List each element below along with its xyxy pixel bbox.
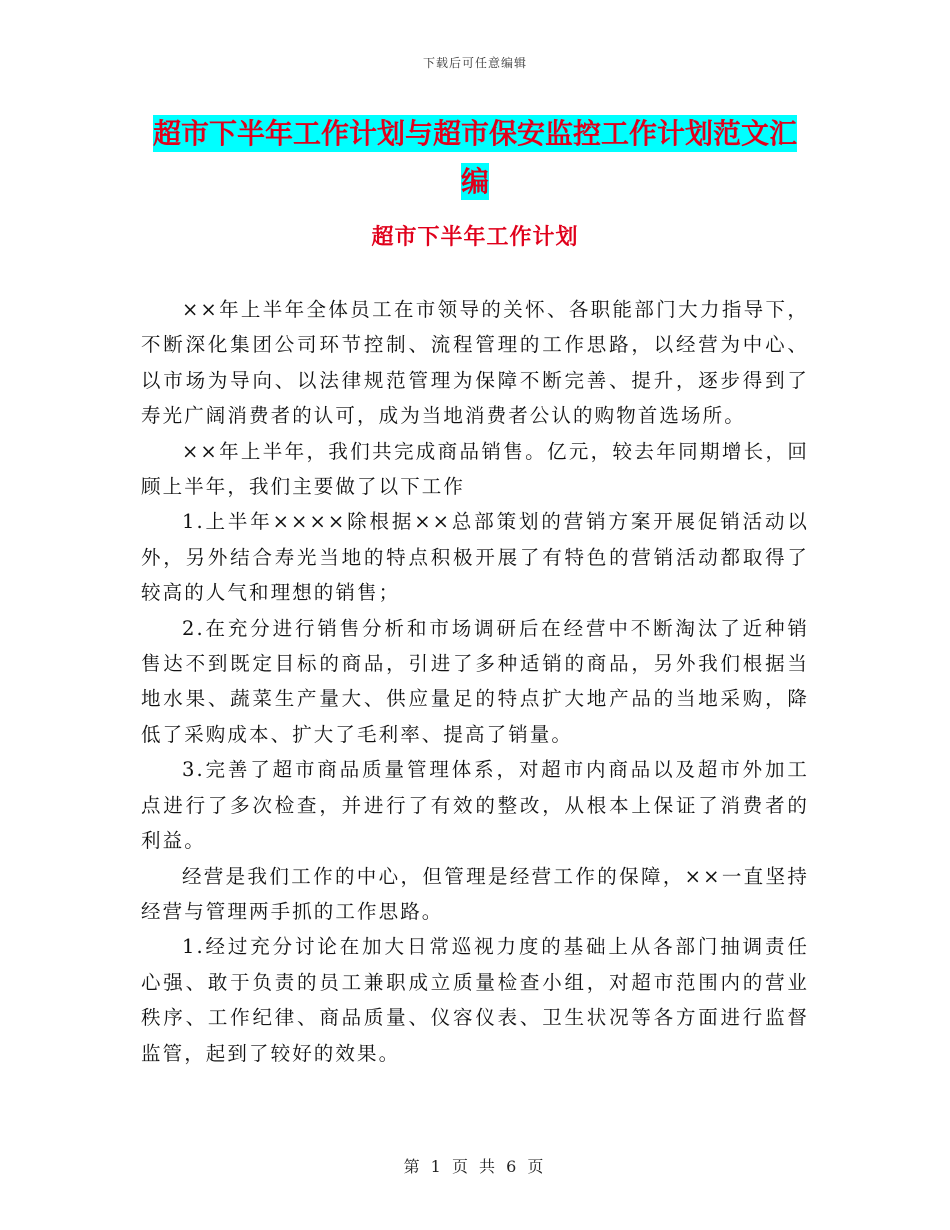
- page-number: 第 1 页 共 6 页: [403, 1157, 547, 1176]
- document-title: [140, 110, 810, 206]
- document-title-line2: 编: [460, 165, 489, 198]
- page-header-note: 下载后可任意编辑: [422, 56, 527, 70]
- paragraph: 3.完善了超市商品质量管理体系，对超市内商品以及超市外加工点进行了多次检查，并进行了有效的整改，从根本上保证了消费者的利益。: [141, 758, 809, 853]
- paragraph: 经营是我们工作的中心，但管理是经营工作的保障，××一直坚持经营与管理两手抓的工作思路。: [141, 864, 809, 923]
- paragraph: 1.经过充分讨论在加大日常巡视力度的基础上从各部门抽调责任心强、敢于负责的员工兼职成立质量检查小组，对超市范围内的营业秩序、工作纪律、商品质量、仪容仪表、卫生状况等各方面进行监督监管，起到了较好的效果。: [141, 935, 809, 1065]
- paragraph: ××年上半年，我们共完成商品销售。亿元，较去年同期增长，回顾上半年，我们主要做了以下工作: [141, 439, 809, 499]
- document-title-line1: 超市下半年工作计划与超市保安监控工作计划范文汇: [152, 117, 797, 150]
- paragraph: 2.在充分进行销售分析和市场调研后在经营中不断淘汰了近种销售达不到既定目标的商品，引进了多种适销的商品，另外我们根据当地水果、蔬菜生产量大、供应量足的特点扩大地产品的当地采购，降低了采购成本、扩大了毛利率、提高了销量。: [141, 616, 809, 746]
- document-body: [141, 292, 809, 1071]
- paragraph: 1.上半年××××除根据××总部策划的营销方案开展促销活动以外，另外结合寿光当地的特点积极开展了有特色的营销活动都取得了较高的人气和理想的销售；: [141, 510, 809, 605]
- paragraph: ××年上半年全体员工在市领导的关怀、各职能部门大力指导下，不断深化集团公司环节控制、流程管理的工作思路，以经营为中心、以市场为导向、以法律规范管理为保障不断完善、提升，逐步得到了寿光广阔消费者的认可，成为当地消费者公认的购物首选场所。: [141, 298, 809, 428]
- section-title: 超市下半年工作计划: [371, 224, 579, 250]
